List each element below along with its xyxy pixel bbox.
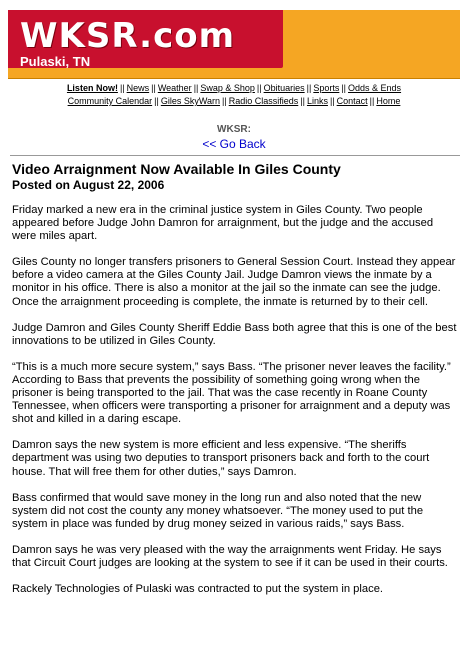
article-paragraph: Judge Damron and Giles County Sheriff Eddie Bass both agree that this is one of the best innovations to be utilized in Giles County. bbox=[12, 321, 457, 347]
site-banner bbox=[8, 10, 460, 79]
divider bbox=[10, 155, 460, 156]
nav-links[interactable]: Links bbox=[306, 96, 328, 106]
nav-weather[interactable]: Weather bbox=[157, 83, 192, 93]
nav-row-2 bbox=[0, 95, 468, 107]
nav-radio-classifieds[interactable]: Radio Classifieds bbox=[228, 96, 299, 106]
nav-obituaries[interactable]: Obituaries bbox=[263, 83, 305, 93]
nav-contact[interactable]: Contact bbox=[336, 96, 368, 106]
go-back-link[interactable]: << Go Back bbox=[202, 137, 266, 151]
nav-sports[interactable]: Sports bbox=[313, 83, 340, 93]
nav-news[interactable]: News bbox=[126, 83, 150, 93]
nav-community-calendar[interactable]: Community Calendar bbox=[67, 96, 153, 106]
nav-giles-skywarn[interactable]: Giles SkyWarn bbox=[160, 96, 221, 106]
article-paragraph: Friday marked a new era in the criminal justice system in Giles County. Two people appeared before Judge John Damron for arraignment, but the judge and the accused were miles apart. bbox=[12, 204, 434, 243]
nav-separator: || bbox=[341, 83, 347, 93]
nav-separator: || bbox=[369, 96, 375, 106]
nav-listen-now[interactable]: Listen Now! bbox=[66, 83, 118, 93]
nav-separator: || bbox=[329, 96, 335, 106]
nav-separator: || bbox=[193, 83, 199, 93]
article-paragraph: Giles County no longer transfers prisoners to General Session Court. Instead they appear before a video camera at the Giles County Jail. Judge Damron views the inmate by a monitor in his office. There is also a monitor at the jail so the inmate can see the judge. Once the arraignment proceeding is complete, the inmate is returned by to their cell. bbox=[12, 256, 456, 308]
nav-separator: || bbox=[256, 83, 262, 93]
nav-separator: || bbox=[306, 83, 312, 93]
nav-separator: || bbox=[222, 96, 227, 106]
article-date: Posted on August 22, 2006 bbox=[12, 178, 165, 192]
article-paragraph: Damron says he was very pleased with the way the arraignments went Friday. He says that Circuit Court judges are looking at the system to see if it can be used in their courts. bbox=[12, 543, 448, 569]
nav-home[interactable]: Home bbox=[376, 96, 401, 106]
article-paragraph: Rackely Technologies of Pulaski was contracted to put the system in place. bbox=[12, 583, 384, 596]
site-location: Pulaski, TN bbox=[20, 54, 91, 69]
section-label: WKSR: bbox=[217, 124, 251, 135]
nav-separator: || bbox=[300, 96, 305, 106]
article-title: Video Arraignment Now Available In Giles County bbox=[12, 161, 341, 177]
article-body bbox=[12, 204, 458, 609]
nav-separator: || bbox=[154, 96, 159, 106]
article-paragraph: Bass confirmed that would save money in the long run and also noted that the new system did not cost the county any money whatsoever. “The money used to put the system in place was funded by drug money seized in various raids,” says Bass. bbox=[12, 491, 424, 530]
nav-odds-ends[interactable]: Odds & Ends bbox=[348, 83, 402, 93]
site-logo[interactable]: WKSR.com bbox=[20, 16, 236, 56]
article-paragraph: Damron says the new system is more efficient and less expensive. “The sheriffs department was using two deputies to transport prisoners back and forth to the court house. That will free them for other duties,” says Damron. bbox=[12, 439, 430, 478]
nav-separator: || bbox=[119, 83, 125, 93]
nav-row-1 bbox=[0, 82, 468, 94]
nav-separator: || bbox=[151, 83, 156, 93]
nav-swap-shop[interactable]: Swap & Shop bbox=[200, 83, 255, 93]
article-paragraph: “This is a much more secure system,” says Bass. “The prisoner never leaves the facility.” According to Bass that prevents the possibility of something going wrong when the prisoner is being transported to the jail. That was the case recently in Roane County Tennessee, when officers were transporting a prisoner for arraignment and a deputy was shot and killed in a daring escape. bbox=[12, 360, 451, 426]
